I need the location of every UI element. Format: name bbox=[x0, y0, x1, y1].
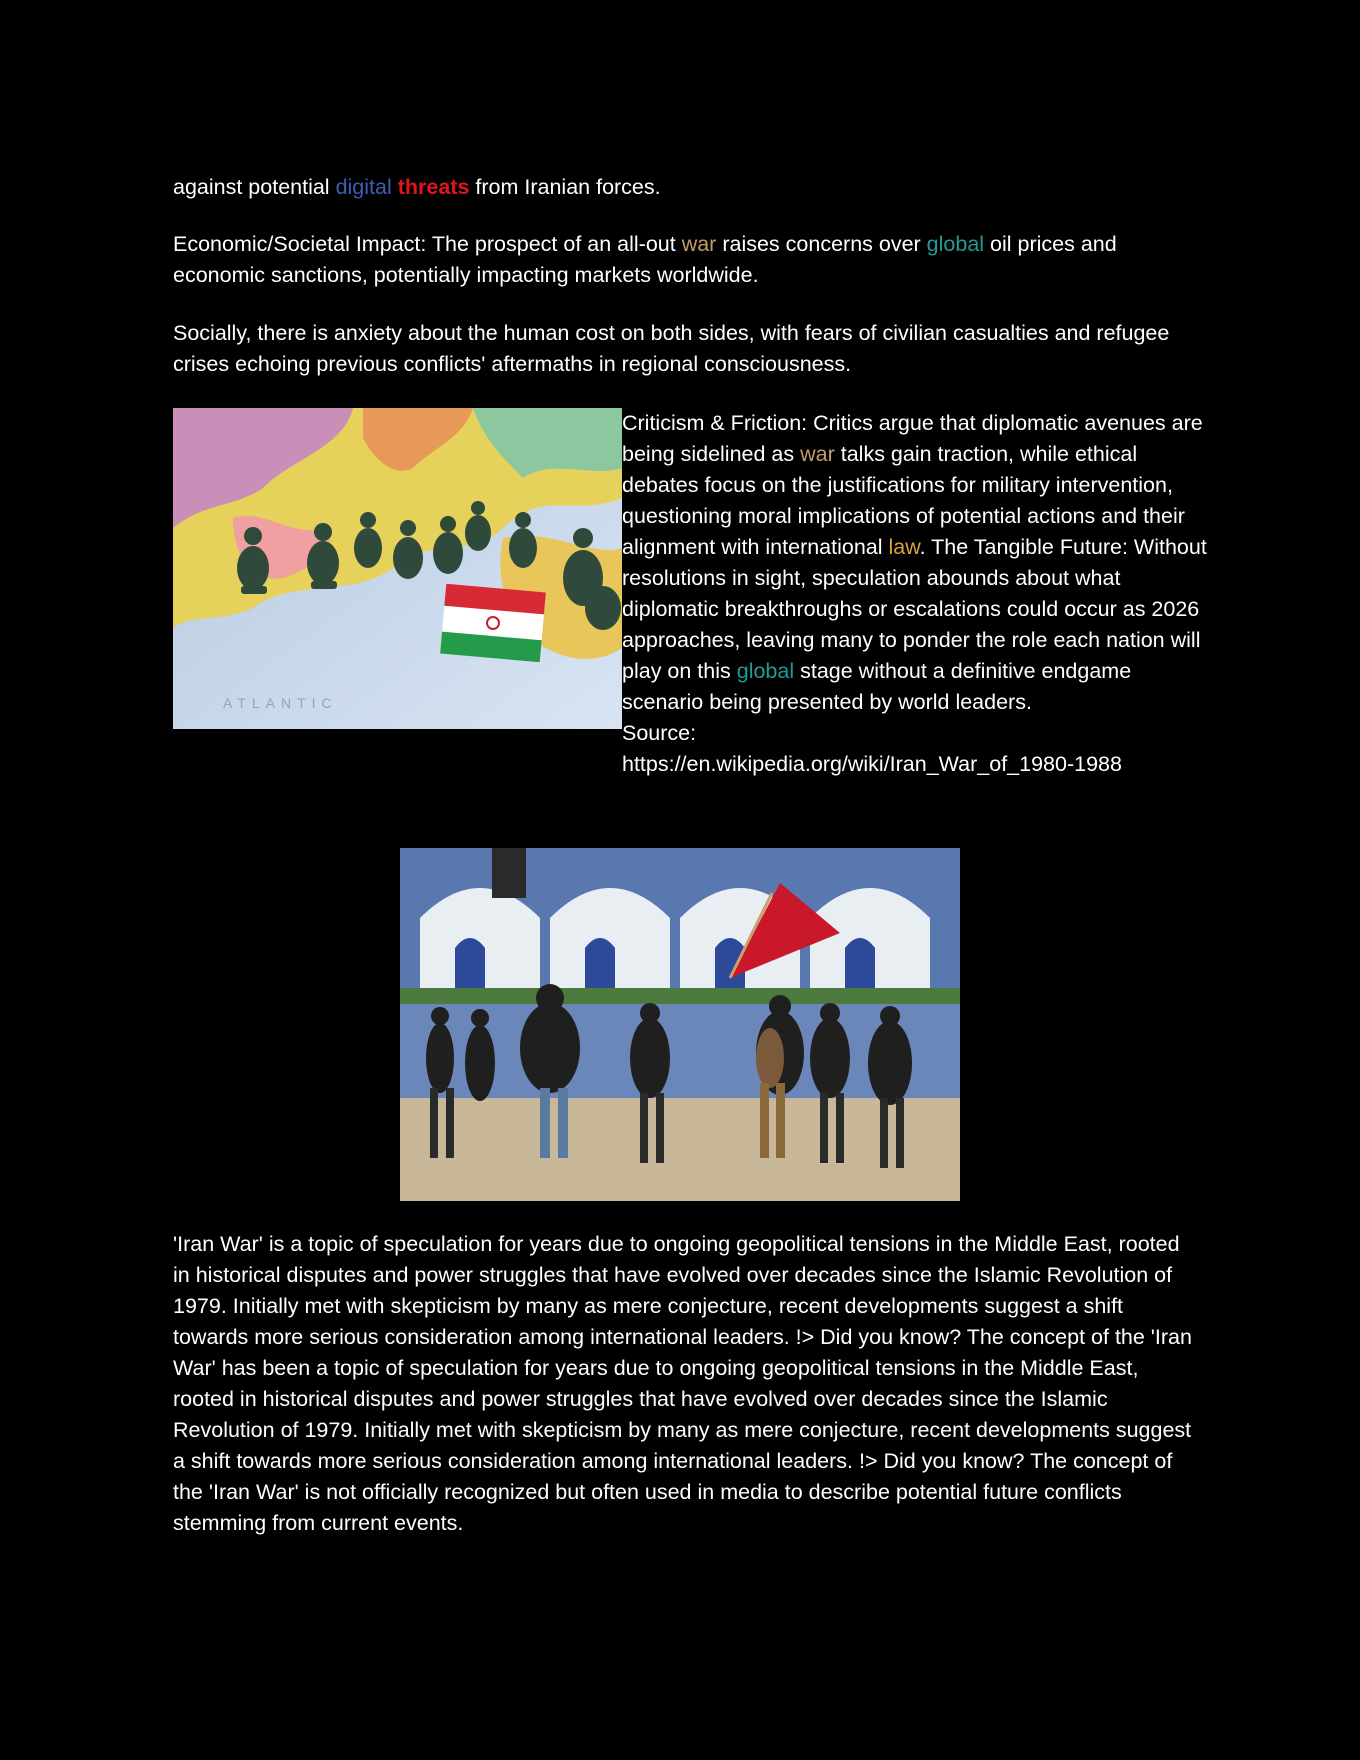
keyword-war: war bbox=[800, 442, 835, 466]
svg-text:ATLANTIC: ATLANTIC bbox=[223, 695, 338, 711]
toy-soldiers-map-image bbox=[173, 408, 622, 729]
paragraph-social-impact: Socially, there is anxiety about the human cost on both sides, with fears of civilian casualties and refugee crises echoing previous conflicts' aftermaths in regional consciousness. bbox=[173, 321, 1170, 376]
criticism-friction-text bbox=[622, 408, 1207, 780]
text-segment: raises concerns over bbox=[716, 232, 927, 256]
paragraph-digital-threats bbox=[173, 172, 1193, 203]
keyword-threats: threats bbox=[397, 175, 470, 199]
text-segment: oil prices and economic sanctions, potentially impacting markets worldwide. bbox=[173, 232, 1117, 287]
text-segment: talks gain traction, while ethical debates focus on the justifications for military intervention, questioning moral implications of potential actions and their alignment with international bbox=[622, 442, 1185, 559]
paragraph-economic-impact bbox=[173, 229, 1193, 291]
iran-flag-icon bbox=[440, 584, 546, 662]
text-segment: Economic/Societal Impact: The prospect of an all-out bbox=[173, 232, 682, 256]
keyword-global: global bbox=[736, 659, 795, 683]
keyword-law: law bbox=[888, 535, 920, 559]
source-url: https://en.wikipedia.org/wiki/Iran_War_of_1980-1988 bbox=[622, 752, 1122, 776]
text-segment: stage without a definitive endgame scenario being presented by world leaders. bbox=[622, 659, 1132, 714]
text-segment: from Iranian forces. bbox=[469, 175, 661, 199]
pilgrims-walking-image bbox=[400, 848, 960, 1201]
keyword-war: war bbox=[681, 232, 717, 256]
text-segment: . The Tangible Future: Without resolutions in sight, speculation abounds about what diplomatic breakthroughs or escalations could occur as 2026 approaches, leaving many to ponder the role each nation will play on this bbox=[622, 535, 1207, 683]
paragraph-iran-war-overview: 'Iran War' is a topic of speculation for years due to ongoing geopolitical tensions in the Middle East, rooted in historical disputes and power struggles that have evolved over decades since the Islamic Revolution of 1979. Initially met with skepticism by many as mere conjecture, recent developments suggest a shift towards more serious consideration among international leaders. !> Did you know? The concept of the 'Iran War' has been a topic of speculation for years due to ongoing geopolitical tensions in the Middle East, rooted in historical disputes and power struggles that have evolved over decades since the Islamic Revolution of 1979. Initially met with skepticism by many as mere conjecture, recent developments suggest a shift towards more serious consideration among international leaders. !> Did you know? The concept of the 'Iran War' is not officially recognized but often used in media to describe potential future conflicts stemming from current events. bbox=[173, 1232, 1192, 1535]
keyword-digital: digital bbox=[335, 175, 392, 199]
source-label: Source: bbox=[622, 721, 697, 745]
keyword-global: global bbox=[926, 232, 985, 256]
text-segment: Criticism & Friction: Critics argue that diplomatic avenues are being sidelined as bbox=[622, 411, 1203, 466]
text-segment: against potential bbox=[173, 175, 336, 199]
